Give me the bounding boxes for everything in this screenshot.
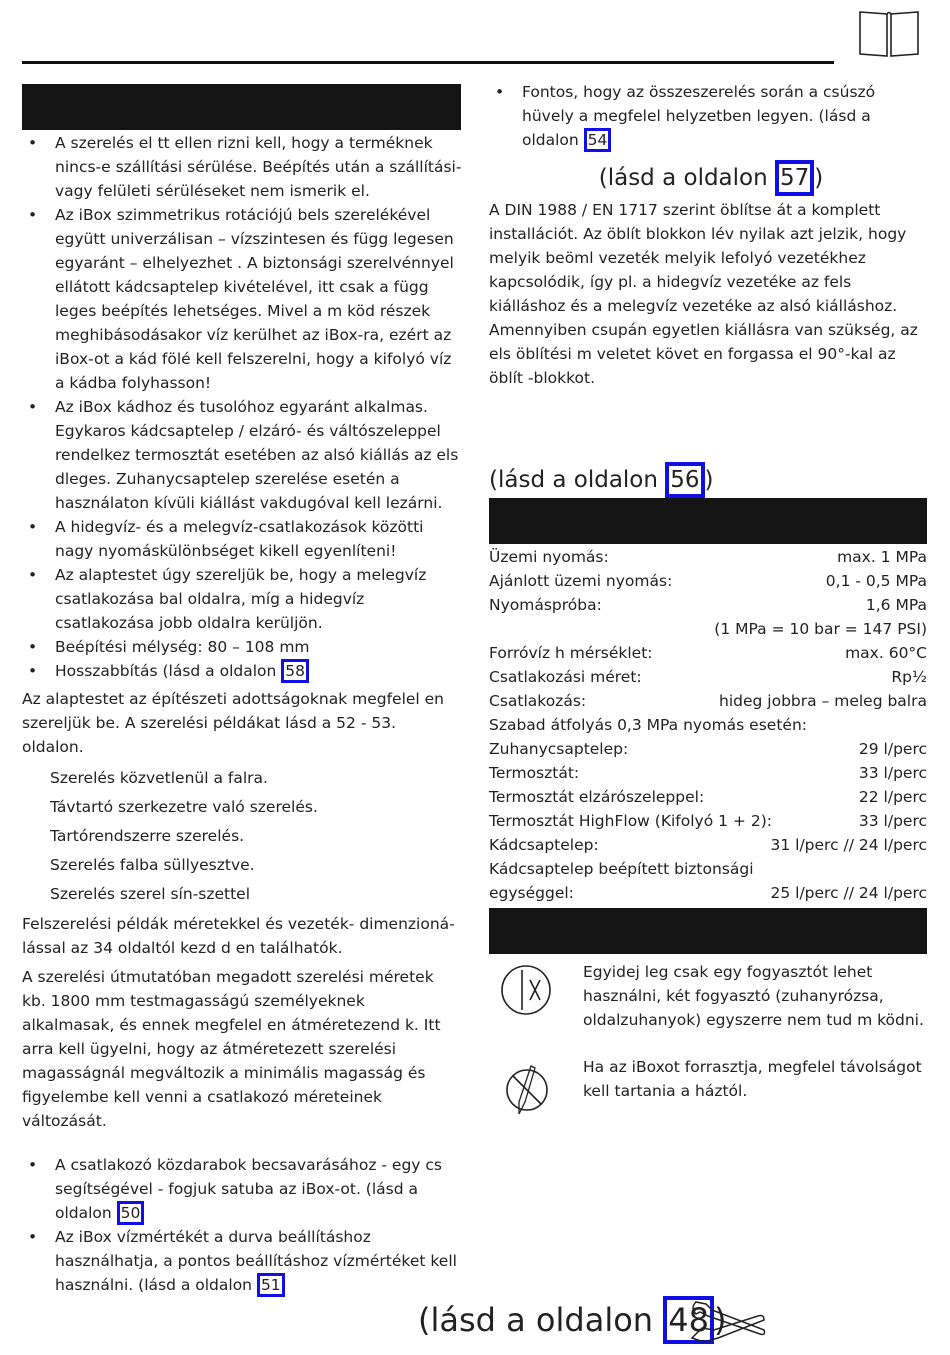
mount-option: Szerelés szerel sín-szettel	[50, 885, 251, 903]
footer-text-end: )	[713, 1301, 727, 1339]
spec-row	[489, 641, 927, 665]
spec-value: 33 l/perc	[858, 764, 927, 782]
spec-row	[489, 785, 927, 809]
spec-label: Termosztát elzárószeleppel:	[489, 788, 705, 806]
mount-option: Tartórendszerre szerelés.	[50, 827, 245, 845]
page-ref-link[interactable]: 54	[584, 128, 612, 152]
list-item	[22, 659, 462, 683]
spec-label: egységgel:	[489, 884, 574, 902]
spec-label: Nyomáspróba:	[489, 596, 602, 614]
page-ref-link[interactable]: 51	[257, 1273, 285, 1297]
right-notes-list	[489, 80, 929, 152]
footer-reference	[418, 1296, 726, 1344]
page-ref-link[interactable]: 57	[775, 160, 814, 196]
list-item: • Az iBox szimmetrikus rotációjú bels szerelékével együtt univerzálisan – vízszintesen és függ legesen egyaránt – elhelyezhet . A biztonsági szerelvénnyel ellátott kádcsaptelep kivételével, itt csak a függ leges beépítés lehetséges. Mivel a m köd részek meghibásodásakor víz kerülhet az iBox-ra, ezért az iBox-ot a kád fölé kell felszerelni, hogy a kifolyó víz a kádba folyhasson!	[22, 203, 462, 395]
spec-label: Ajánlott üzemi nyomás:	[489, 572, 673, 590]
section-bar-specs	[489, 498, 927, 544]
single-consumer-icon	[500, 964, 552, 1016]
spec-value: 22 l/perc	[858, 788, 927, 806]
spec-heading: (lásd a oldalon 56 )	[489, 462, 929, 498]
spec-row	[489, 689, 927, 713]
spec-label: Üzemi nyomás:	[489, 548, 609, 566]
mount-option: Szerelés falba süllyesztve.	[50, 856, 255, 874]
mount-option: Szerelés közvetlenül a falra.	[50, 769, 268, 787]
no-soldering-icon	[505, 1062, 551, 1116]
paragraph: Felszerelési példák méretekkel és vezeték- dimenzioná- lással az 34 oldaltól kezd d en találhatók.	[22, 915, 455, 957]
section-bar-notes	[489, 908, 927, 954]
extension-text: Hosszabbítás (lásd a oldalon	[55, 662, 282, 680]
spec-row	[489, 761, 927, 785]
list-item	[22, 1153, 462, 1225]
spec-row	[489, 881, 927, 905]
list-item: • Az alaptestet úgy szereljük be, hogy a melegvíz csatlakozása bal oldalra, míg a hidegvíz csatlakozása jobb oldalra kerüljön.	[22, 563, 462, 635]
mount-option: Távtartó szerkezetre való szerelés.	[50, 798, 318, 816]
note-text: Egyidej leg csak egy fogyasztót lehet használni, két fogyasztó (zuhanyrózsa, oldalzuhanyok) egyszerre nem tud m ködni.	[583, 963, 924, 1029]
page-ref-link[interactable]: 48	[663, 1296, 714, 1344]
list-item	[22, 1225, 462, 1297]
paragraph: A szerelési útmutatóban megadott szerelési méretek kb. 1800 mm testmagasságú személyeknek alkalmasak, és ennek megfelel en átméretezend k. Itt arra kell ügyelni, hogy az átméretezett szerelési magasságnál megváltozik a minimális magasság és figyelembe kell venni a csatlakozó méreteinek változását.	[22, 968, 441, 1130]
spec-row	[489, 665, 927, 689]
spec-value: 29 l/perc	[858, 740, 927, 758]
flush-heading: (lásd a oldalon 57 )	[489, 160, 929, 196]
left-column	[22, 131, 462, 1133]
page-ref-link[interactable]: 58	[281, 659, 309, 683]
spec-value: Rp½	[891, 668, 927, 686]
left-column-bottom	[22, 1153, 462, 1297]
spec-label: Termosztát HighFlow (Kifolyó 1 + 2):	[489, 812, 772, 830]
list-item	[489, 80, 929, 152]
flush-paragraph: A DIN 1988 / EN 1717 szerint öblítse át a komplett installációt. Az öblít blokkon lév nyilak azt jelzik, hogy melyik beöml vezeték melyik lefolyó vezetékhez kapcsolódik, így pl. a hidegvíz vezetéke az fels kiálláshoz és a melegvíz vezetéke az alsó kiálláshoz. Amennyiben csupán egyetlen kiállásra van szükség, az els öblítési m veletet követ en forgassa el 90°-kal az öblít -blokkot.	[489, 201, 918, 387]
heading-text: (lásd a oldalon	[489, 467, 666, 493]
spec-value: max. 1 MPa	[837, 548, 927, 566]
spec-label: Zuhanycsaptelep:	[489, 740, 629, 758]
spec-label: Kádcsaptelep beépített biztonsági	[489, 860, 754, 878]
spec-row	[489, 569, 927, 593]
spec-row	[489, 833, 927, 857]
spec-label: Termosztát:	[489, 764, 580, 782]
list-item: • Beépítési mélység: 80 – 108 mm	[22, 635, 462, 659]
spec-label: Csatlakozás:	[489, 692, 587, 710]
spec-label: Kádcsaptelep:	[489, 836, 599, 854]
spec-table	[489, 545, 927, 905]
step-text: Az iBox vízmértékét a durva beállításhoz használhatja, a pontos beállításhoz vízmértéket kell használni. (lásd a oldalon	[55, 1228, 457, 1294]
spec-value: 1,6 MPa	[865, 596, 927, 614]
spec-row	[489, 545, 927, 569]
open-book-icon	[858, 8, 920, 58]
spec-row	[489, 593, 927, 617]
heading-text: (lásd a oldalon	[598, 165, 775, 191]
paragraph: Az alaptestet az építészeti adottságoknak megfelel en szereljük be. A szerelési példákat lásd a 52 - 53. oldalon.	[22, 690, 445, 756]
spec-value: 25 l/perc // 24 l/perc	[770, 884, 927, 902]
spec-row	[489, 809, 927, 833]
spec-value: 33 l/perc	[858, 812, 927, 830]
spec-label: Szabad átfolyás 0,3 MPa nyomás esetén:	[489, 716, 807, 734]
spec-value: (1 MPa = 10 bar = 147 PSI)	[714, 620, 927, 638]
steps-list	[22, 1153, 462, 1297]
spec-row	[489, 737, 927, 761]
section-bar-safety	[22, 84, 461, 130]
header-rule	[22, 61, 834, 64]
note-text: Ha az iBoxot forrasztja, megfelel távolságot kell tartania a háztól.	[583, 1058, 922, 1100]
spec-value: 31 l/perc // 24 l/perc	[770, 836, 927, 854]
footer-text: (lásd a oldalon	[418, 1301, 664, 1339]
mount-options	[22, 764, 462, 909]
wrench-screwdriver-icon	[688, 1298, 768, 1346]
right-top	[489, 80, 929, 152]
spec-label: Forróvíz h mérséklet:	[489, 644, 653, 662]
spec-value: hideg jobbra – meleg balra	[719, 692, 927, 710]
spec-label: Csatlakozási méret:	[489, 668, 642, 686]
notes-list	[22, 131, 462, 683]
list-item: • Az iBox kádhoz és tusolóhoz egyaránt alkalmas. Egykaros kádcsaptelep / elzáró- és váltószeleppel rendelkez termosztát esetében az alsó kiállás az els dleges. Zuhanycsaptelep szerelése esetén a használaton kívüli kiállást vakdugóval kell lezárni.	[22, 395, 462, 515]
note-text: Fontos, hogy az összeszerelés során a csúszó hüvely a megfelel helyzetben legyen. (lásd a oldalon	[522, 83, 876, 149]
spec-row	[489, 857, 927, 881]
spec-value: max. 60°C	[845, 644, 927, 662]
spec-value: 0,1 - 0,5 MPa	[825, 572, 927, 590]
list-item: • A szerelés el tt ellen rizni kell, hogy a terméknek nincs-e szállítási sérülése. Beépítés után a szállítási- vagy felületi sérüléseket nem ismerik el.	[22, 131, 462, 203]
page-ref-link[interactable]: 56	[665, 462, 704, 498]
step-text: A csatlakozó közdarabok becsavarásához - egy cs segítségével - fogjuk satuba az iBox-ot. (lásd a oldalon	[55, 1156, 442, 1222]
page-ref-link[interactable]: 50	[117, 1201, 145, 1225]
list-item: • A hidegvíz- és a melegvíz-csatlakozások közötti nagy nyomáskülönbséget kikell egyenlíteni!	[22, 515, 462, 563]
spec-row	[489, 713, 927, 737]
spec-row	[489, 617, 927, 641]
